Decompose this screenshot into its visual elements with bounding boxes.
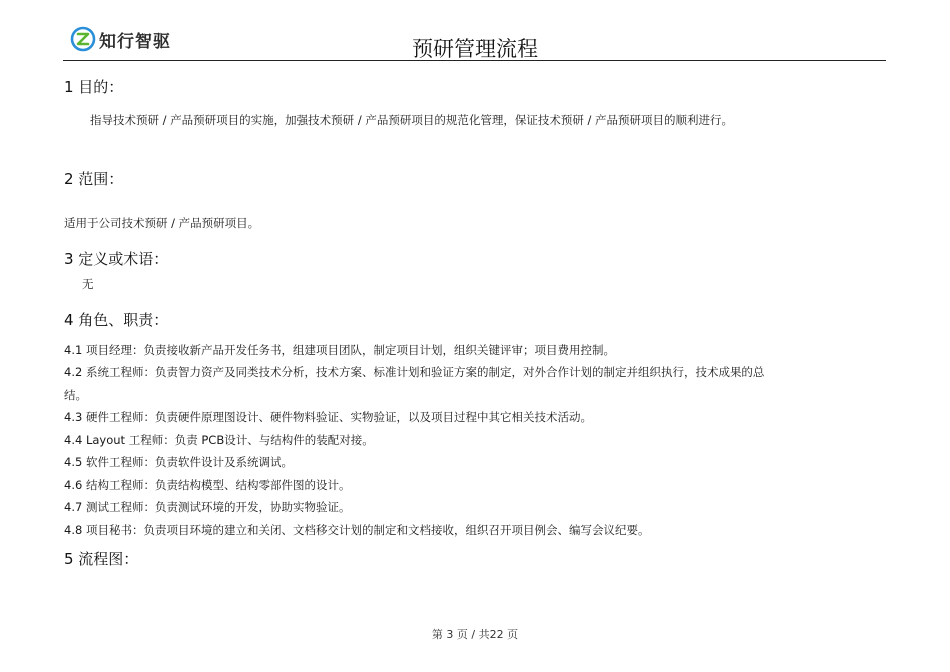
section-2-body: 适用于公司技术预研 / 产品预研项目。 (64, 216, 260, 230)
section-1-body: 指导技术预研 / 产品预研项目的实施，加强技术预研 / 产品预研项目的规范化管理，保证技术预研 / 产品预研项目的顺利进行。 (90, 113, 734, 127)
section-1-heading: 1 目的： (64, 78, 124, 96)
section-4-heading: 4 角色、职责： (64, 311, 169, 329)
document-title: 预研管理流程 (412, 37, 538, 61)
section-3-body: 无 (82, 277, 94, 291)
role-item: 4.6 结构工程师：负责结构模型、结构零部件图的设计。 (64, 478, 351, 492)
header-divider (63, 60, 886, 61)
logo-text: 知行智驱 (99, 31, 171, 52)
section-3-heading: 3 定义或术语： (64, 250, 169, 268)
section-2-heading: 2 范围： (64, 170, 124, 188)
role-item: 4.8 项目秘书：负责项目环境的建立和关闭、文档移交计划的制定和文档接收，组织召开项目例会、编写会议纪要。 (64, 523, 650, 537)
page-number: 第 3 页 / 共22 页 (431, 628, 519, 641)
role-item: 4.1 项目经理：负责接收新产品开发任务书，组建项目团队，制定项目计划，组织关键评审；项目费用控制。 (64, 343, 615, 357)
role-item: 4.3 硬件工程师：负责硬件原理图设计、硬件物料验证、实物验证，以及项目过程中其它相关技术活动。 (64, 410, 592, 424)
role-item-continuation: 结。 (64, 388, 87, 402)
role-item: 4.7 测试工程师：负责测试环境的开发，协助实物验证。 (64, 500, 351, 514)
role-item: 4.2 系统工程师：负责智力资产及同类技术分析，技术方案、标准计划和验证方案的制定，对外合作计划的制定并组织执行，技术成果的总 (64, 365, 765, 379)
role-item: 4.5 软件工程师：负责软件设计及系统调试。 (64, 455, 293, 469)
role-item: 4.4 Layout 工程师：负责 PCB设计、与结构件的装配对接。 (64, 433, 374, 447)
section-5-heading: 5 流程图： (64, 550, 139, 568)
